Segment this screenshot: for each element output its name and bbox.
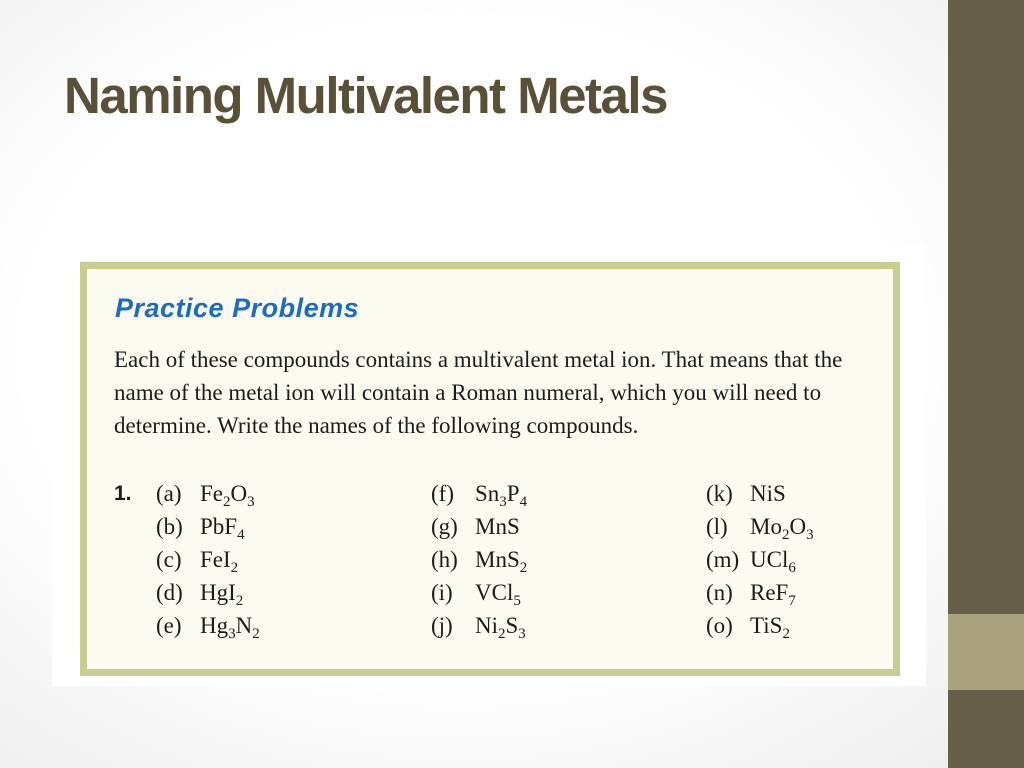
compound-item bbox=[431, 545, 527, 578]
compound-label: (g) bbox=[431, 514, 458, 539]
formula-element: Mo bbox=[750, 514, 782, 539]
compound-label: (k) bbox=[706, 481, 733, 506]
compound-item bbox=[706, 545, 814, 578]
compound-formula bbox=[750, 613, 790, 642]
practice-problems-box bbox=[80, 262, 900, 676]
compound-formula bbox=[200, 613, 260, 642]
compound-label: (l) bbox=[706, 514, 728, 539]
formula-subscript: 2 bbox=[223, 494, 231, 510]
compound-column-2 bbox=[431, 479, 527, 644]
compound-item bbox=[156, 545, 260, 578]
formula-subscript: 3 bbox=[247, 494, 255, 510]
formula-subscript: 3 bbox=[518, 626, 526, 642]
formula-subscript: 2 bbox=[498, 626, 506, 642]
formula-element: TiS bbox=[750, 613, 783, 638]
compound-label: (o) bbox=[706, 613, 733, 638]
formula-element: O bbox=[789, 514, 807, 539]
formula-element: ReF bbox=[750, 580, 789, 605]
compound-label: (c) bbox=[156, 547, 182, 572]
formula-subscript: 4 bbox=[237, 527, 245, 543]
compound-label: (e) bbox=[156, 613, 182, 638]
formula-element: FeI bbox=[200, 547, 231, 572]
formula-subscript: 3 bbox=[228, 626, 236, 642]
compound-formula bbox=[750, 547, 796, 576]
compound-item bbox=[431, 512, 527, 545]
compound-formula bbox=[750, 481, 786, 506]
formula-subscript: 6 bbox=[788, 560, 796, 576]
compound-item bbox=[706, 578, 814, 611]
compound-item bbox=[431, 611, 527, 644]
formula-element: MnS bbox=[475, 547, 520, 572]
formula-subscript: 3 bbox=[499, 494, 507, 510]
formula-element: UCl bbox=[750, 547, 789, 572]
compound-label: (a) bbox=[156, 481, 182, 506]
formula-subscript: 7 bbox=[788, 593, 796, 609]
formula-subscript: 3 bbox=[806, 527, 814, 543]
compound-label: (b) bbox=[156, 514, 183, 539]
formula-subscript: 2 bbox=[781, 527, 790, 543]
compound-formula bbox=[750, 580, 796, 609]
formula-element: Sn bbox=[475, 481, 500, 506]
formula-subscript: 5 bbox=[513, 593, 521, 609]
compound-item bbox=[156, 578, 260, 611]
practice-heading: Practice Problems bbox=[115, 293, 360, 323]
compound-label: (n) bbox=[706, 580, 733, 605]
question-number: 1. bbox=[114, 482, 132, 505]
formula-element: N bbox=[235, 613, 253, 638]
compound-formula bbox=[200, 547, 239, 576]
formula-subscript: 2 bbox=[252, 626, 260, 642]
compound-label: (f) bbox=[431, 481, 454, 506]
formula-element: Hg bbox=[200, 613, 229, 638]
compound-formula bbox=[475, 514, 520, 539]
formula-subscript: 2 bbox=[782, 626, 790, 642]
slide-title: Naming Multivalent Metals bbox=[64, 67, 667, 124]
compound-formula bbox=[475, 580, 521, 609]
formula-element: Ni bbox=[475, 613, 498, 638]
compound-formula bbox=[475, 613, 526, 642]
compound-formula bbox=[475, 481, 528, 510]
sidebar-accent-block bbox=[948, 614, 1024, 690]
formula-element: NiS bbox=[750, 481, 786, 506]
compound-column-1 bbox=[156, 479, 260, 644]
formula-element: MnS bbox=[475, 514, 520, 539]
formula-subscript: 2 bbox=[230, 560, 239, 576]
compound-column-3 bbox=[706, 479, 814, 644]
formula-subscript: 2 bbox=[235, 593, 244, 609]
compound-label: (j) bbox=[431, 613, 453, 638]
compound-item bbox=[156, 512, 260, 545]
formula-element: VCl bbox=[475, 580, 514, 605]
compound-item bbox=[706, 512, 814, 545]
compound-item bbox=[156, 611, 260, 644]
compound-formula bbox=[475, 547, 528, 576]
compound-item bbox=[431, 479, 527, 512]
compound-item bbox=[431, 578, 527, 611]
compound-item bbox=[156, 479, 260, 512]
instructions-text: Each of these compounds contains a multivalent metal ion. That means that the name of the metal ion will contain a Roman numeral, which you will need to determine. Write the names of the following compounds. bbox=[114, 347, 843, 438]
compound-label: (d) bbox=[156, 580, 183, 605]
formula-element: PbF bbox=[200, 514, 238, 539]
compound-label: (i) bbox=[431, 580, 453, 605]
compound-formula bbox=[750, 514, 814, 543]
compound-formula bbox=[200, 514, 245, 543]
compound-label: (m) bbox=[706, 547, 740, 572]
formula-element: HgI bbox=[200, 580, 236, 605]
formula-subscript: 2 bbox=[519, 560, 528, 576]
formula-element: P bbox=[506, 481, 520, 506]
compound-formula bbox=[200, 580, 244, 609]
formula-element: S bbox=[505, 613, 519, 638]
formula-element: Fe bbox=[200, 481, 223, 506]
compound-item bbox=[706, 611, 814, 644]
formula-subscript: 4 bbox=[519, 494, 528, 510]
compound-item bbox=[706, 479, 814, 512]
compound-label: (h) bbox=[431, 547, 458, 572]
formula-element: O bbox=[230, 481, 248, 506]
compound-formula bbox=[200, 481, 255, 510]
